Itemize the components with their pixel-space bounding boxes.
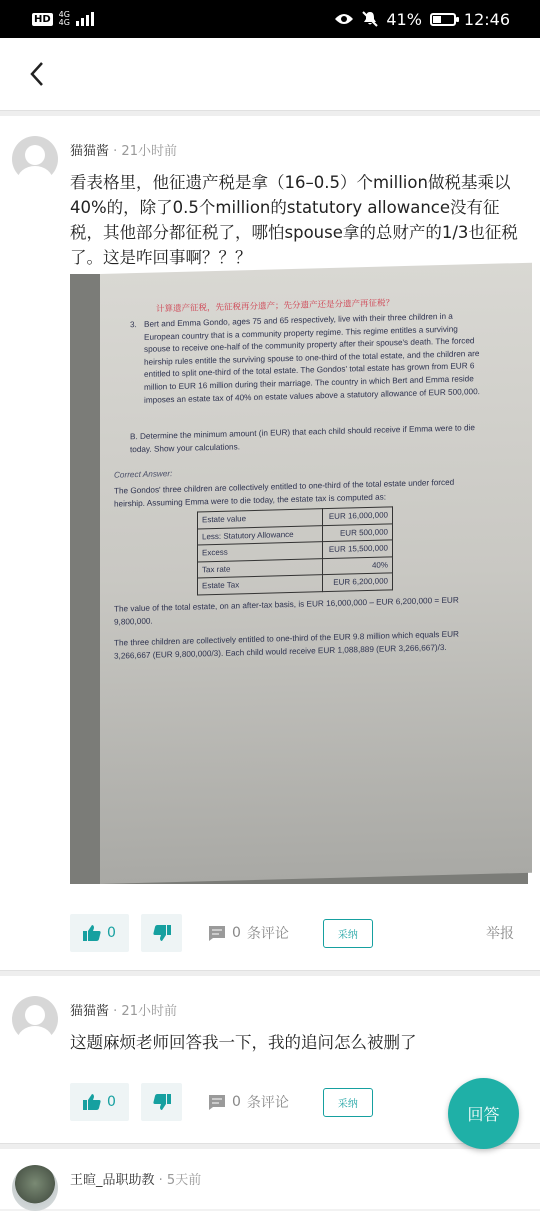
table-cell-label: Estate value	[198, 509, 323, 529]
post-actions	[0, 884, 540, 970]
answer-intro: The Gondos' three children are collectively entitled to one-third of the total estate under forced heirship. Assuming Emma were to die today, the estate tax is computed as:	[114, 477, 455, 509]
post-meta	[70, 1169, 201, 1188]
answer-after-tax: The value of the total estate, on an after-tax basis, is EUR 16,000,000 – EUR 6,200,000 = EUR 9,800,000.	[114, 595, 459, 627]
question-number: 3.	[130, 320, 137, 330]
thumbs-down-icon	[153, 925, 171, 941]
table-cell-label: Excess	[198, 542, 323, 562]
post-text: 看表格里，他征遗产税是拿（16–0.5）个million做税基乘以40%的，除了0.5个million的statutory allowance没有征税，其他部分都征税了，哪怕spouse拿的总财产的1/3也征税了。这是咋回事啊？？？	[70, 173, 518, 267]
chevron-left-icon[interactable]	[26, 60, 50, 88]
question-text: Bert and Emma Gondo, ages 75 and 65 respectively, live with their three children in a European country that is a community property regime. This regime entitles a surviving spouse to receive one-half of the community property after their spouse's death. The forced heirship rules entitle the surviving spouse to one-third of the total estate, and the children are entitled to split one-third of the total estate. The Gondos' total estate has grown from EUR 6 million to EUR 16 million during their marriage. The country in which Bert and Emma reside imposes an estate tax of 40% on estate values above a statutory allowance of EUR 500,000.	[144, 311, 480, 405]
comment-icon	[208, 1094, 226, 1111]
adopt-button[interactable]: 采纳	[323, 1088, 373, 1117]
thumbs-up-icon	[83, 1094, 101, 1110]
post-time: · 21小时前	[113, 144, 177, 159]
answer-per-child: The three children are collectively entitled to one-third of the EUR 9.8 million which equals EUR 3,266,667 (EUR 9,800,000/3). Each child would receive EUR 1,088,889 (EUR 3,266,667)/3.	[114, 629, 459, 661]
comment-icon	[208, 925, 226, 942]
correct-answer-heading: Correct Answer:	[114, 469, 173, 480]
comment-count: 0	[232, 925, 241, 941]
avatar[interactable]	[12, 1165, 58, 1211]
table-cell-value: EUR 15,500,000	[323, 540, 393, 558]
avatar[interactable]	[12, 136, 58, 182]
network-indicator: 4G 4G	[58, 10, 70, 27]
dislike-button[interactable]	[141, 914, 182, 952]
sub-question: B. Determine the minimum amount (in EUR) that each child should receive if Emma were to die today. Show your calculations.	[130, 423, 475, 454]
battery-icon	[430, 13, 456, 26]
table-cell-label: Tax rate	[198, 558, 323, 578]
author-name[interactable]: 猫猫酱	[70, 144, 110, 159]
table-cell-value: EUR 16,000,000	[323, 507, 393, 525]
comment-count: 0	[232, 1094, 241, 1110]
adopt-button[interactable]: 采纳	[323, 919, 373, 948]
post-meta	[70, 140, 177, 159]
post-text: 这题麻烦老师回答我一下，我的追问怎么被删了	[70, 1033, 417, 1052]
comment-button[interactable]	[208, 1092, 289, 1112]
post-time: · 21小时前	[113, 1004, 177, 1019]
avatar[interactable]	[12, 996, 58, 1042]
exam-paper-page	[100, 263, 532, 884]
table-cell-value: 40%	[323, 556, 393, 574]
author-name[interactable]: 猫猫酱	[70, 1004, 110, 1019]
post-meta	[70, 1000, 177, 1019]
reply-post	[0, 1149, 540, 1209]
attached-photo[interactable]	[70, 274, 528, 884]
dislike-button[interactable]	[141, 1083, 182, 1121]
thumbs-down-icon	[153, 1094, 171, 1110]
table-cell-label: Estate Tax	[198, 575, 323, 595]
like-count: 0	[107, 1094, 116, 1110]
comment-label: 条评论	[246, 1095, 289, 1111]
table-cell-value: EUR 500,000	[323, 523, 393, 541]
bell-off-icon	[362, 11, 378, 27]
answer-post	[0, 116, 540, 970]
handwritten-note: 计算遗产征税，先征税再分遗产；先分遗产还是分遗产再征税？	[156, 297, 395, 314]
table-cell-label: Less: Statutory Allowance	[198, 525, 323, 545]
clock: 12:46	[463, 9, 510, 29]
thumbs-up-icon	[83, 925, 101, 941]
comment-button[interactable]	[208, 923, 289, 943]
eye-icon	[334, 12, 354, 26]
post-time: · 5天前	[158, 1173, 202, 1188]
report-link[interactable]: 举报	[486, 926, 514, 942]
status-left	[32, 11, 94, 27]
top-navbar	[0, 38, 540, 110]
answer-fab-button[interactable]: 回答	[448, 1078, 519, 1149]
battery-fill	[433, 16, 441, 23]
author-name[interactable]: 王暄_品职助教	[70, 1173, 155, 1188]
like-count: 0	[107, 925, 116, 941]
status-right	[334, 10, 510, 29]
comment-label: 条评论	[246, 926, 289, 942]
estate-tax-table	[197, 506, 393, 595]
hd-badge: HD	[34, 13, 51, 25]
like-button[interactable]	[70, 1083, 129, 1121]
status-bar	[0, 0, 540, 38]
like-button[interactable]	[70, 914, 129, 952]
post-header	[0, 1165, 540, 1211]
table-cell-value: EUR 6,200,000	[323, 573, 393, 591]
signal-icon	[76, 12, 94, 26]
battery-percent: 41%	[386, 9, 422, 29]
